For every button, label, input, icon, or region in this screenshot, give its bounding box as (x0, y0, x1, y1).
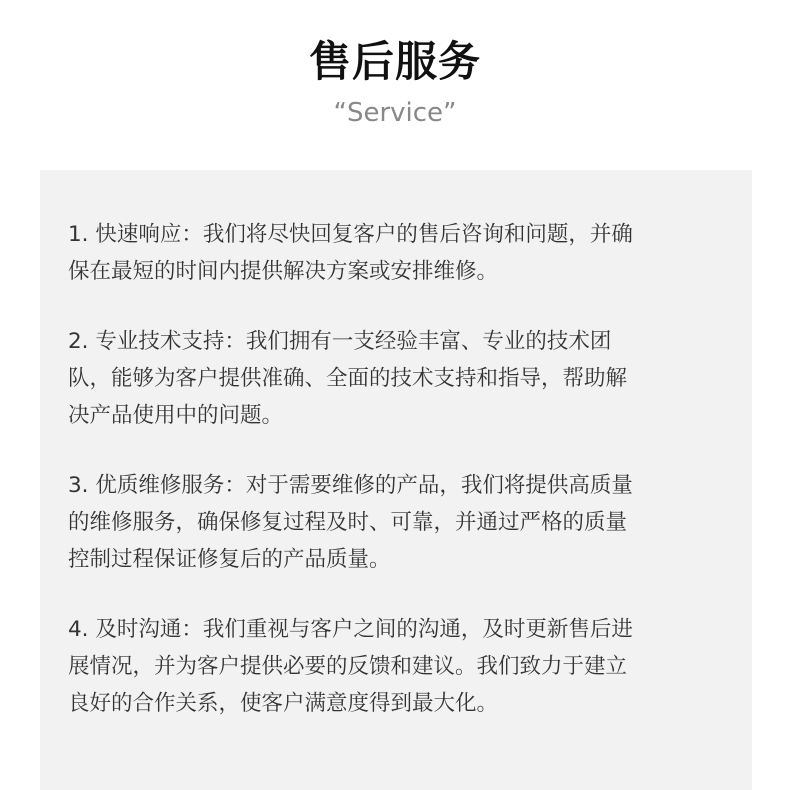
page-title: 售后服务 (308, 37, 481, 86)
service-content-panel (40, 170, 752, 790)
service-item-line: 3. 优质维修服务：对于需要维修的产品，我们将提供高质量 (68, 473, 633, 498)
service-item-line: 展情况，并为客户提供必要的反馈和建议。我们致力于建立 (68, 654, 628, 679)
service-item-line: 控制过程保证修复后的产品质量。 (68, 547, 391, 572)
service-item-line: 1. 快速响应：我们将尽快回复客户的售后咨询和问题，并确 (68, 222, 633, 247)
service-item-repair-service (68, 467, 728, 578)
service-item-line: 保在最短的时间内提供解决方案或安排维修。 (68, 259, 499, 284)
service-item-quick-response (68, 216, 728, 290)
service-item-line: 4. 及时沟通：我们重视与客户之间的沟通，及时更新售后进 (68, 617, 633, 642)
service-item-line: 队，能够为客户提供准确、全面的技术支持和指导，帮助解 (68, 366, 628, 391)
service-item-line: 的维修服务，确保修复过程及时、可靠，并通过严格的质量 (68, 510, 628, 535)
service-item-line: 决产品使用中的问题。 (68, 403, 284, 428)
service-item-line: 2. 专业技术支持：我们拥有一支经验丰富、专业的技术团 (68, 329, 612, 354)
service-item-technical-support (68, 323, 728, 434)
page-subtitle: “Service” (333, 98, 457, 128)
service-list (68, 216, 728, 755)
service-item-communication (68, 611, 728, 722)
header (0, 0, 790, 170)
service-item-line: 良好的合作关系，使客户满意度得到最大化。 (68, 691, 499, 716)
